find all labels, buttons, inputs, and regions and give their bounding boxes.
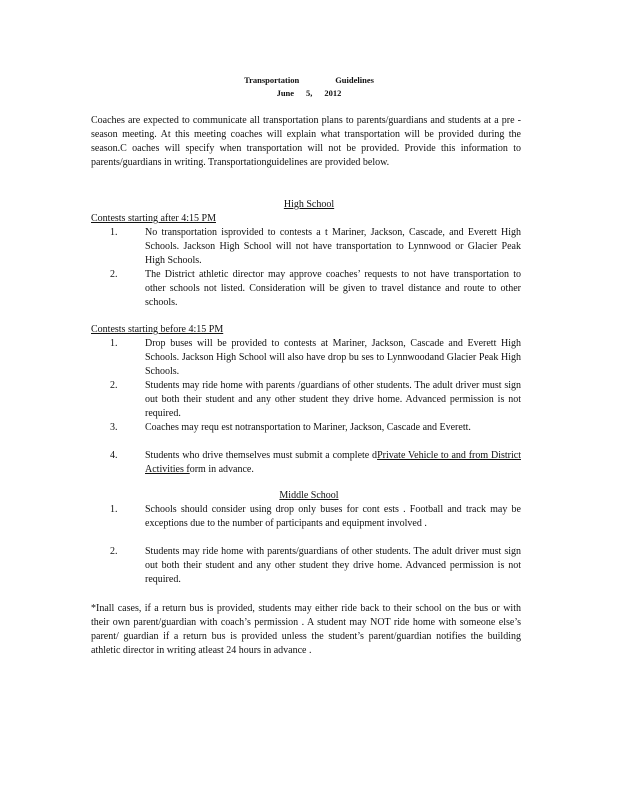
middle-school-heading — [0, 489, 618, 503]
item-text: Students may ride home with parents/guardians of other students. The adult driver must sign out both their student and any other student they drive home. Advanced permission is not required. — [145, 546, 521, 585]
date-month: June — [276, 88, 295, 98]
title-word-transportation: Transportation — [244, 75, 300, 85]
private-vehicle-form-link[interactable]: Private Vehicle to and from District Activities f — [145, 450, 521, 475]
item-text: No transportation isprovided to contests a t Mariner, Jackson, Cascade, and Everett High Schools. Jackson High School will not have transportation to Lynnwood or Glacier Peak High Schools. — [145, 227, 521, 266]
after-415-heading: Contests starting after 4:15 PM — [91, 213, 216, 224]
item-text: Schools should consider using drop only buses for cont ests . Football and track may be exceptions due to the number of participants and equipment involved . — [145, 504, 521, 529]
item-number: 2. — [110, 546, 118, 557]
item-number: 2. — [110, 380, 118, 391]
document-date — [0, 87, 618, 100]
item-text: Coaches may requ est notransportation to Mariner, Jackson, Cascade and Everett. — [145, 422, 471, 433]
item-text: Students may ride home with parents /guardians of other students. The adult driver must sign out both their student and any other student they drive home. Advanced permission is not required. — [145, 380, 521, 419]
item-text-after: orm in advance. — [189, 464, 254, 475]
footnote-paragraph: *Inall cases, if a return bus is provided, students may either ride back to their school on the bus or with their own parent/guardian with coach’s permission . A student may NOT ride home with someone else’s parent/ guardian if a return bus is provided unless the student’s parent/guardian notifies the building athletic director in writing atleast 24 hours in advance . — [91, 603, 521, 656]
date-day: 5, — [306, 88, 313, 98]
item-number: 4. — [110, 450, 118, 461]
item-text: The District athletic director may approve coaches’ requests to not have transportation to other schools not listed. Consideration will be given to travel distance and route to other schools. — [145, 269, 521, 308]
middle-school-heading-text: Middle School — [279, 490, 339, 501]
item-number: 1. — [110, 338, 118, 349]
title-word-guidelines: Guidelines — [335, 75, 374, 85]
item-text: Drop buses will be provided to contests at Mariner, Jackson, Cascade and Everett High Schools. Jackson High School will also have drop bu ses to Lynnwoodand Glacier Peak High Schools. — [145, 338, 521, 377]
high-school-heading-text: High School — [283, 199, 335, 210]
high-school-heading — [0, 198, 618, 212]
item-number: 3. — [110, 422, 118, 433]
item-number: 1. — [110, 227, 118, 238]
document-title-block — [0, 74, 618, 100]
item-text — [145, 449, 521, 477]
item-number: 2. — [110, 269, 118, 280]
before-415-heading: Contests starting before 4:15 PM — [91, 324, 224, 335]
date-year: 2012 — [324, 88, 342, 98]
item-number: 1. — [110, 504, 118, 515]
item-text-before: Students who drive themselves must submit a complete d — [145, 450, 378, 461]
intro-paragraph: Coaches are expected to communicate all transportation plans to parents/guardians and students at a pre -season meeting. At this meeting coaches will explain what transportation will be provided during the season.C oaches will specify when transportation will not be provided. Provide this information to parents/guardians in writing. Transportationguidelines are provided below. — [91, 115, 521, 168]
document-title — [0, 74, 618, 87]
